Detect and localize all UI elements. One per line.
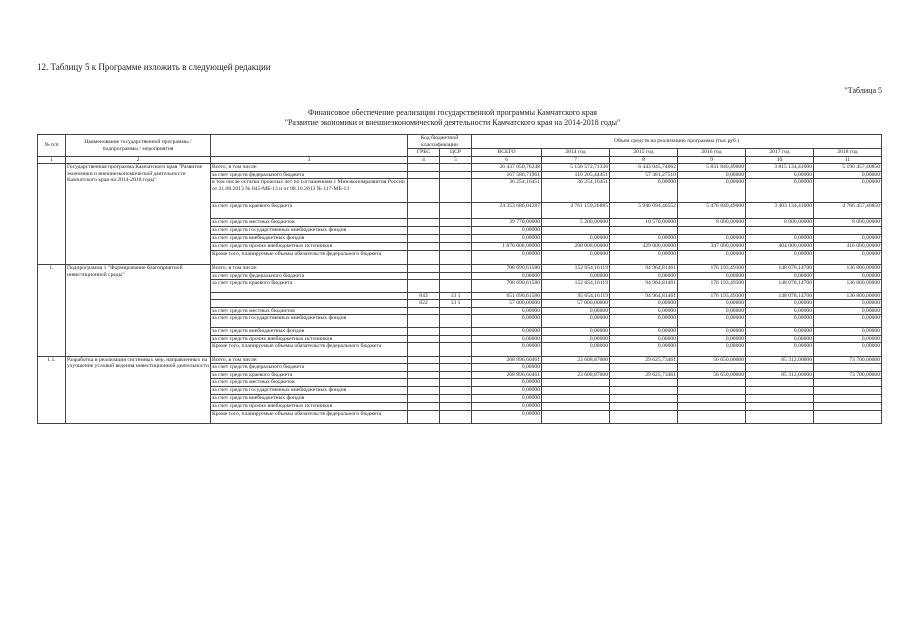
amount-y2018: 0,00000 — [814, 235, 882, 243]
amount-y2017: 8 000,00000 — [746, 219, 814, 227]
source-label: Всего, в том числе: — [211, 164, 408, 171]
header-budget-code: Код бюджетной классификации — [408, 135, 472, 149]
amount-y2015 — [610, 227, 678, 235]
grbs-code — [408, 315, 440, 328]
source-label: за счет средств внебюджетных фондов — [211, 235, 408, 243]
amount-total: 0,00000 — [472, 315, 542, 328]
amount-y2015 — [610, 402, 678, 410]
amount-y2018: 0,00000 — [814, 179, 882, 203]
amount-total: 0,00000 — [472, 251, 542, 265]
amount-y2016: 0,00000 — [678, 307, 746, 314]
amount-y2017: 3 815 134,41000 — [746, 164, 814, 171]
table-row — [38, 164, 882, 171]
amount-y2018 — [814, 227, 882, 235]
source-label: за счет средств внебюджетных фондов — [211, 328, 408, 335]
amount-total: 0,00000 — [472, 379, 542, 386]
amount-y2018: 136 800,00000 — [814, 265, 882, 272]
amount-y2018: 8 000,00000 — [814, 219, 882, 227]
amount-y2016: 0,00000 — [678, 272, 746, 279]
amount-y2018: 0,00000 — [814, 328, 882, 335]
amount-y2016: 0,00000 — [678, 335, 746, 342]
csr-code — [440, 343, 472, 357]
header-volume: Объем средств на реализацию программы (тыс.руб.) — [472, 135, 882, 149]
financing-table — [37, 134, 882, 424]
amount-y2017: 0,00000 — [746, 272, 814, 279]
amount-y2018: 416 000,00000 — [814, 243, 882, 251]
amount-y2017: 404 000,00000 — [746, 243, 814, 251]
source-label: за счет средств внебюджетных фондов — [211, 394, 408, 402]
amount-y2017: 0,00000 — [746, 315, 814, 328]
amount-total: 708 690,61580 — [472, 265, 542, 272]
amount-y2017: 3 403 134,41000 — [746, 203, 814, 219]
header-no: № п/п — [38, 135, 66, 157]
amount-y2014 — [542, 402, 610, 410]
header-grbs: ГРБС — [408, 149, 440, 157]
grbs-code: 843 — [408, 293, 440, 300]
amount-y2014: 0,00000 — [542, 307, 610, 314]
amount-y2016 — [678, 410, 746, 423]
header-total: ВСЕГО — [472, 149, 542, 157]
amount-y2015: 0,00000 — [610, 272, 678, 279]
amount-y2015 — [610, 364, 678, 371]
header-2015: 2015 год — [610, 149, 678, 157]
amount-y2016: 0,00000 — [678, 300, 746, 307]
column-number: 6 — [472, 157, 542, 164]
amount-y2018: 0,00000 — [814, 251, 882, 265]
amount-y2015: 94 964,81461 — [610, 280, 678, 293]
amount-y2016: 0,00000 — [678, 171, 746, 178]
source-label: Кроме того, планируемые объемы обязательств федерального бюджета — [211, 343, 408, 357]
csr-code — [440, 315, 472, 328]
amount-y2016: 0,00000 — [678, 235, 746, 243]
csr-code — [440, 410, 472, 423]
amount-y2016: 0,00000 — [678, 315, 746, 328]
amount-total: 1 876 008,00000 — [472, 243, 542, 251]
grbs-code — [408, 335, 440, 342]
amount-y2017: 0,00000 — [746, 251, 814, 265]
intro-text: 12. Таблицу 5 к Программе изложить в следующей редакции — [37, 62, 271, 72]
csr-code: 13 1 — [440, 300, 472, 307]
amount-y2017 — [746, 227, 814, 235]
amount-y2017: 0,00000 — [746, 171, 814, 178]
amount-y2018: 0,00000 — [814, 300, 882, 307]
amount-y2017: 85 312,00000 — [746, 371, 814, 378]
amount-y2018: 4 766 457,40850 — [814, 203, 882, 219]
csr-code — [440, 251, 472, 265]
csr-code — [440, 357, 472, 364]
grbs-code — [408, 203, 440, 219]
amount-y2018: 73 700,00000 — [814, 371, 882, 378]
csr-code — [440, 307, 472, 314]
amount-y2015: 0,00000 — [610, 307, 678, 314]
amount-total: 0,00000 — [472, 410, 542, 423]
source-label: Всего, в том числе: — [211, 357, 408, 364]
grbs-code — [408, 243, 440, 251]
amount-y2016 — [678, 386, 746, 394]
amount-y2016 — [678, 379, 746, 386]
amount-y2017: 85 312,00000 — [746, 357, 814, 364]
csr-code — [440, 386, 472, 394]
table-number: "Таблица 5 — [844, 86, 882, 95]
amount-y2017: 148 078,14700 — [746, 280, 814, 293]
amount-y2016: 0,00000 — [678, 343, 746, 357]
column-number: 1 — [38, 157, 66, 164]
grbs-code — [408, 343, 440, 357]
amount-y2014: 152 654,16119 — [542, 280, 610, 293]
header-2016: 2016 год — [678, 149, 746, 157]
amount-y2014: 23 608,87000 — [542, 371, 610, 378]
csr-code — [440, 272, 472, 279]
grbs-code — [408, 394, 440, 402]
amount-y2017: 0,00000 — [746, 328, 814, 335]
amount-y2017 — [746, 364, 814, 371]
header-csr: ЦСР — [440, 149, 472, 157]
amount-total: 36 254,16451 — [472, 179, 542, 203]
csr-code — [440, 243, 472, 251]
amount-y2018 — [814, 364, 882, 371]
amount-total: 0,00000 — [472, 335, 542, 342]
amount-y2015: 0,00000 — [610, 328, 678, 335]
amount-y2017: 0,00000 — [746, 335, 814, 342]
amount-y2015: 0,00000 — [610, 300, 678, 307]
source-label: за счет средств краевого бюджета — [211, 203, 408, 219]
csr-code — [440, 179, 472, 203]
amount-y2014: 4 761 159,26885 — [542, 203, 610, 219]
source-label: за счет средств государственных внебюджетных фондов — [211, 386, 408, 394]
amount-y2014: 0,00000 — [542, 251, 610, 265]
amount-y2014 — [542, 410, 610, 423]
grbs-code — [408, 280, 440, 293]
source-label: за счет средств местных бюджетов — [211, 307, 408, 314]
amount-y2014: 0,00000 — [542, 272, 610, 279]
source-label: за счет средств федерального бюджета — [211, 364, 408, 371]
amount-y2014 — [542, 386, 610, 394]
amount-y2014: 280 008,00000 — [542, 243, 610, 251]
csr-code — [440, 171, 472, 178]
amount-y2016: 8 000,00000 — [678, 219, 746, 227]
table-title-line-1: Финансовое обеспечение реализации государственной программы Камчатского края — [308, 108, 597, 117]
csr-code — [440, 379, 472, 386]
amount-y2015: 6 443 045,74062 — [610, 164, 678, 171]
amount-y2014: 0,00000 — [542, 315, 610, 328]
grbs-code: 822 — [408, 300, 440, 307]
amount-y2017: 0,00000 — [746, 343, 814, 357]
amount-y2015 — [610, 394, 678, 402]
source-label — [211, 300, 408, 307]
amount-y2014: 36 254,16451 — [542, 179, 610, 203]
amount-y2018: 5 190 457,40850 — [814, 164, 882, 171]
amount-y2016: 56 650,00000 — [678, 371, 746, 378]
amount-y2014: 0,00000 — [542, 328, 610, 335]
csr-code — [440, 335, 472, 342]
grbs-code — [408, 251, 440, 265]
column-number-row — [38, 157, 882, 164]
amount-total: 0,00000 — [472, 272, 542, 279]
amount-y2018: 0,00000 — [814, 272, 882, 279]
csr-code — [440, 227, 472, 235]
grbs-code — [408, 219, 440, 227]
header-2018: 2018 год — [814, 149, 882, 157]
amount-total: 24 353 686,04287 — [472, 203, 542, 219]
csr-code: 13 1 — [440, 293, 472, 300]
grbs-code — [408, 265, 440, 272]
source-label: в том числе остатки прошлых лет по соглашениям с Минэкономразвития России от 21.08.2013 № 045-МБ-13 и от 08.10.2013 № 117-МБ-13 — [211, 179, 408, 203]
source-label — [211, 293, 408, 300]
header-blank — [211, 135, 408, 157]
csr-code — [440, 364, 472, 371]
amount-total: 0,00000 — [472, 307, 542, 314]
amount-y2014: 5 156 572,71336 — [542, 164, 610, 171]
amount-y2018: 0,00000 — [814, 335, 882, 342]
source-label: за счет средств прочих внебюджетных источников — [211, 402, 408, 410]
amount-total: 651 690,61580 — [472, 293, 542, 300]
amount-y2015: 0,00000 — [610, 179, 678, 203]
amount-y2014: 95 654,16119 — [542, 293, 610, 300]
source-label: за счет средств федерального бюджета — [211, 171, 408, 178]
column-number: 3 — [211, 157, 408, 164]
amount-total: 0,00000 — [472, 343, 542, 357]
amount-y2016: 176 193,49300 — [678, 293, 746, 300]
table-row — [38, 357, 882, 364]
header-name: Наименование государственной программы / подпрограммы / мероприятия — [66, 135, 211, 157]
amount-y2016 — [678, 394, 746, 402]
amount-y2014: 57 000,00000 — [542, 300, 610, 307]
amount-total: 167 586,71961 — [472, 171, 542, 178]
amount-y2016: 5 831 840,49000 — [678, 164, 746, 171]
column-number: 11 — [814, 157, 882, 164]
program-name: Государственная программа Камчатского края "Развитие экономики и внешнеэкономической деятельности Камчатского края на 2014-2018 годы" — [66, 164, 211, 265]
grbs-code — [408, 307, 440, 314]
amount-y2016: 0,00000 — [678, 328, 746, 335]
column-number: 5 — [440, 157, 472, 164]
grbs-code — [408, 364, 440, 371]
amount-y2017 — [746, 402, 814, 410]
amount-y2017: 0,00000 — [746, 307, 814, 314]
table-title-line-2: "Развитие экономики и внешнеэкономической деятельности Камчатского края на 2014-2018 годы" — [284, 118, 621, 127]
amount-y2016 — [678, 402, 746, 410]
grbs-code — [408, 379, 440, 386]
source-label: за счет средств федерального бюджета — [211, 272, 408, 279]
amount-y2017: 0,00000 — [746, 235, 814, 243]
header-2014: 2014 год — [542, 149, 610, 157]
amount-total: 268 896,60461 — [472, 357, 542, 364]
amount-y2014: 0,00000 — [542, 235, 610, 243]
amount-y2017: 0,00000 — [746, 179, 814, 203]
source-label: Кроме того, планируемые объемы обязательств федерального бюджета — [211, 410, 408, 423]
amount-y2018 — [814, 402, 882, 410]
amount-y2018: 0,00000 — [814, 307, 882, 314]
grbs-code — [408, 386, 440, 394]
csr-code — [440, 280, 472, 293]
amount-y2016: 0,00000 — [678, 179, 746, 203]
amount-y2016: 56 650,00000 — [678, 357, 746, 364]
column-number: 8 — [610, 157, 678, 164]
grbs-code — [408, 164, 440, 171]
amount-total: 26 437 050,76248 — [472, 164, 542, 171]
amount-y2017: 0,00000 — [746, 300, 814, 307]
amount-y2015: 29 625,73461 — [610, 357, 678, 364]
amount-y2018: 136 800,00000 — [814, 293, 882, 300]
source-label: за счет средств местных бюджетов — [211, 219, 408, 227]
amount-y2015: 10 570,00000 — [610, 219, 678, 227]
amount-y2017: 148 078,14700 — [746, 293, 814, 300]
column-number: 10 — [746, 157, 814, 164]
grbs-code — [408, 402, 440, 410]
amount-y2014 — [542, 227, 610, 235]
source-label: за счет средств прочих внебюджетных источников — [211, 335, 408, 342]
amount-total: 0,00000 — [472, 402, 542, 410]
amount-y2014: 0,00000 — [542, 335, 610, 342]
amount-y2016: 5 476 840,49000 — [678, 203, 746, 219]
source-label: за счет средств местных бюджетов — [211, 379, 408, 386]
grbs-code — [408, 272, 440, 279]
amount-y2016: 176 193,49300 — [678, 265, 746, 272]
source-label: Кроме того, планируемые объемы обязательств федерального бюджета — [211, 251, 408, 265]
amount-y2015: 0,00000 — [610, 315, 678, 328]
column-number: 4 — [408, 157, 440, 164]
amount-total: 0,00000 — [472, 394, 542, 402]
amount-y2015: 0,00000 — [610, 343, 678, 357]
amount-total: 39 770,00000 — [472, 219, 542, 227]
amount-y2014 — [542, 379, 610, 386]
amount-y2014: 110 205,44451 — [542, 171, 610, 178]
csr-code — [440, 328, 472, 335]
grbs-code — [408, 371, 440, 378]
grbs-code — [408, 328, 440, 335]
csr-code — [440, 203, 472, 219]
amount-y2015: 94 964,81461 — [610, 265, 678, 272]
source-label: Всего, в том числе: — [211, 265, 408, 272]
amount-y2018: 73 700,00000 — [814, 357, 882, 364]
program-name: Разработка и реализация системных мер, направленных на улучшение условий ведения инвестиционной деятельности — [66, 357, 211, 424]
table-row — [38, 265, 882, 272]
amount-y2016: 0,00000 — [678, 251, 746, 265]
grbs-code — [408, 179, 440, 203]
row-number — [38, 164, 66, 265]
amount-y2018: 136 800,00000 — [814, 280, 882, 293]
amount-total: 0,00000 — [472, 227, 542, 235]
amount-y2017 — [746, 410, 814, 423]
amount-total: 0,00000 — [472, 364, 542, 371]
amount-y2014 — [542, 364, 610, 371]
amount-y2018 — [814, 379, 882, 386]
grbs-code — [408, 171, 440, 178]
column-number: 2 — [66, 157, 211, 164]
grbs-code — [408, 235, 440, 243]
amount-y2017 — [746, 379, 814, 386]
amount-y2015: 0,00000 — [610, 235, 678, 243]
amount-y2014 — [542, 394, 610, 402]
amount-y2015 — [610, 386, 678, 394]
amount-y2018 — [814, 394, 882, 402]
amount-y2014: 152 654,16119 — [542, 265, 610, 272]
grbs-code — [408, 357, 440, 364]
csr-code — [440, 164, 472, 171]
column-number: 7 — [542, 157, 610, 164]
csr-code — [440, 265, 472, 272]
header-2017: 2017 год — [746, 149, 814, 157]
amount-y2015 — [610, 410, 678, 423]
amount-y2016 — [678, 364, 746, 371]
amount-total: 0,00000 — [472, 328, 542, 335]
amount-y2015: 5 946 094,46552 — [610, 203, 678, 219]
source-label: за счет средств прочих внебюджетных источников — [211, 243, 408, 251]
amount-y2014: 5 200,00000 — [542, 219, 610, 227]
amount-y2017 — [746, 394, 814, 402]
program-name: Подпрограмма 1 "Формирование благоприятной инвестиционной среды" — [66, 265, 211, 357]
amount-y2018: 0,00000 — [814, 343, 882, 357]
grbs-code — [408, 410, 440, 423]
csr-code — [440, 371, 472, 378]
amount-y2016: 347 000,00000 — [678, 243, 746, 251]
row-number: 1. — [38, 265, 66, 357]
amount-y2015 — [610, 379, 678, 386]
amount-total: 708 690,61580 — [472, 280, 542, 293]
column-number: 9 — [678, 157, 746, 164]
amount-total: 57 000,00000 — [472, 300, 542, 307]
amount-y2015: 429 000,00000 — [610, 243, 678, 251]
csr-code — [440, 235, 472, 243]
source-label: за счет средств государственных внебюджетных фондов — [211, 227, 408, 235]
grbs-code — [408, 227, 440, 235]
amount-total: 0,00000 — [472, 386, 542, 394]
amount-y2017 — [746, 386, 814, 394]
csr-code — [440, 394, 472, 402]
amount-y2017: 148 078,14700 — [746, 265, 814, 272]
source-label: за счет средств краевого бюджета — [211, 280, 408, 293]
amount-y2015: 29 625,73461 — [610, 371, 678, 378]
amount-y2018: 0,00000 — [814, 171, 882, 178]
amount-y2014: 0,00000 — [542, 343, 610, 357]
csr-code — [440, 402, 472, 410]
source-label: за счет средств краевого бюджета — [211, 371, 408, 378]
amount-y2014: 23 608,87000 — [542, 357, 610, 364]
amount-y2015: 0,00000 — [610, 335, 678, 342]
amount-total: 268 896,60461 — [472, 371, 542, 378]
source-label: за счет средств государственных внебюджетных фондов — [211, 315, 408, 328]
amount-y2015: 0,00000 — [610, 251, 678, 265]
amount-y2015: 94 964,81461 — [610, 293, 678, 300]
amount-y2018 — [814, 386, 882, 394]
amount-y2018: 0,00000 — [814, 315, 882, 328]
row-number: 1.1. — [38, 357, 66, 424]
amount-total: 0,00000 — [472, 235, 542, 243]
csr-code — [440, 219, 472, 227]
amount-y2016: 176 193,49300 — [678, 280, 746, 293]
amount-y2015: 57 381,27510 — [610, 171, 678, 178]
amount-y2016 — [678, 227, 746, 235]
amount-y2018 — [814, 410, 882, 423]
